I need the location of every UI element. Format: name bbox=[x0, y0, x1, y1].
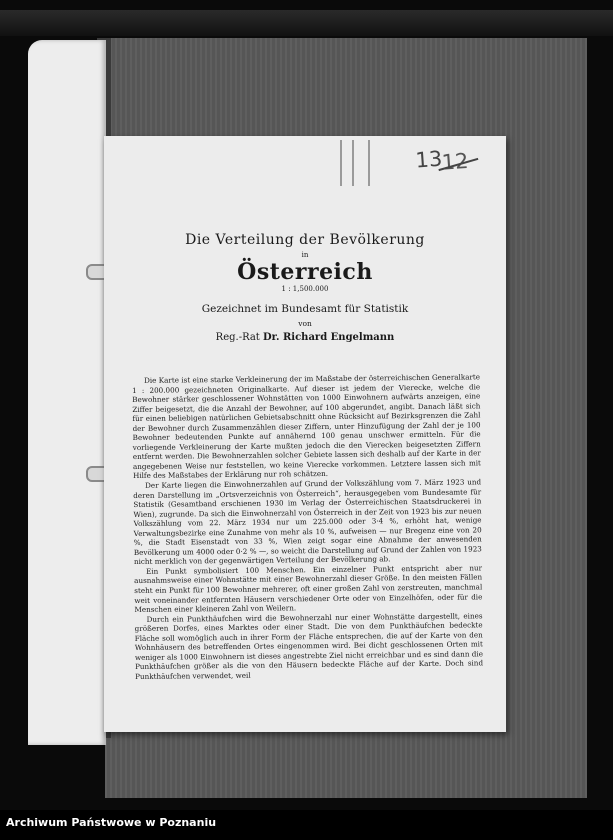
document-title-line: Die Verteilung der Bevölkerung bbox=[185, 232, 425, 248]
map-scale: 1 : 1,500.000 bbox=[281, 285, 329, 293]
scanner-top-strip bbox=[0, 10, 613, 36]
document-page bbox=[104, 136, 506, 732]
page-number-current: 13 bbox=[414, 146, 444, 173]
title-in: in bbox=[301, 251, 309, 259]
handwritten-page-number bbox=[415, 144, 488, 189]
document-body bbox=[132, 372, 483, 681]
paragraph: Durch ein Punkthäufchen wird die Bewohnerzahl nur einer Wohnstätte dargestellt, eines größeren Dorfes, eines Marktes oder einer Stadt. Die von dem Punkthäufchen bedeckte Fläche soll womöglich auch in ihrer Form der Fläche entsprechen, die auf der Karte von den Wohnhäusern des betreffenden Ortes eingenommen wird. Bei dicht geschlossenen Orten mit weniger als 1000 Einwohnern ist dieses angestrebte Ziel nicht erreichbar und es sind dann die Punkthäufchen größer als die von den Häusern bedeckte Fläche auf der Karte. Doch sind Punkthäufchen verwendet, weil bbox=[134, 611, 484, 681]
paragraph: Ein Punkt symbolisiert 100 Menschen. Ein einzelner Punkt entspricht aber nur ausnahmsweise einer Wohnstätte mit einer Bewohnerzahl dieser Größe. In den meisten Fällen steht ein Punkt für 100 Bewohner mehrerer, oft einer großen Zahl von zerstreuten, manchmal weit voneinander entfernten Häusern verschiedener Orte oder von Einzelhöfen, oder für die Menschen einer kleineren Zahl von Weilern. bbox=[134, 563, 483, 615]
author-prefix: Reg.-Rat bbox=[215, 332, 263, 343]
binder-spine bbox=[28, 40, 106, 745]
paragraph: Die Karte ist eine starke Verkleinerung der im Maßstabe der österreichischen Generalkarte 1 : 200.000 gezeichneten Originalkarte. Auf dieser ist jedem der Vierecke, welche die Bewohner stärker geschlossener Wohnstätten von 1000 Einwohnern aufwärts anzeigen, eine Ziffer beigesetzt, die die Anzahl der Bewohner, auf 100 abgerundet, angibt. Danach läßt sich für einen beliebigen natürlichen Gebietsabschnitt ohne Rücksicht auf Bezirksgrenzen die Zahl der Bewohner durch Zusammenzählen dieser Ziffern, unter Hinzufügung der Zahl der je 100 Bewohner bedeutenden Punkte auf annähernd 100 genau unschwer ermitteln. Für die vorliegende Verkleinerung der Karte mußten jedoch die den Vierecken beigesetzten Ziffern entfernt werden. Die Bewohnerzahlen solcher Gebiete lassen sich deshalb auf der Karte in der angegebenen Weise nur feststellen, wo keine Vierecke vorkommen. Letztere lassen sich mit Hilfe des Maßstabes der Erklärung nur roh schätzen. bbox=[132, 372, 481, 481]
stamp-marks bbox=[334, 140, 394, 190]
author-line bbox=[104, 332, 506, 343]
document-subtitle: Gezeichnet im Bundesamt für Statistik bbox=[201, 303, 409, 315]
page-number-struck: 12 bbox=[440, 148, 470, 175]
author-name: Dr. Richard Engelmann bbox=[263, 332, 395, 343]
title-block bbox=[104, 232, 506, 343]
document-main-title: Österreich bbox=[237, 259, 373, 285]
author-von: von bbox=[298, 319, 312, 328]
paragraph: Der Karte liegen die Einwohnerzahlen auf Grund der Volkszählung vom 7. März 1923 und deren Darstellung im „Ortsverzeichnis von Österreich“, herausgegeben vom Bundesamte für Statistik (Gesamtband erschienen 1930 im Verlag der Österreichischen Staatsdruckerei in Wien), zugrunde. Da sich die Einwohnerzahl von Österreich in der Zeit von 1923 bis zur neuen Volkszählung vom 22. März 1934 nur um 225.000 oder 3·4 %, erhöht hat, wenige Verwaltungsbezirke eine Zunahme von mehr als 10 %, aufweisen — nur Bregenz eine von 20 %, die Stadt Eisenstadt von 33 %, Wien zeigt sogar eine Abnahme der anwesenden Bevölkerung um 4000 oder 0·2 % —, so weicht die Darstellung auf Grund der Zahlen von 1923 nicht merklich von der gegenwärtigen Verteilung der Bevölkerung ab. bbox=[133, 477, 482, 567]
archive-watermark: Archiwum Państwowe w Poznaniu bbox=[6, 816, 217, 829]
